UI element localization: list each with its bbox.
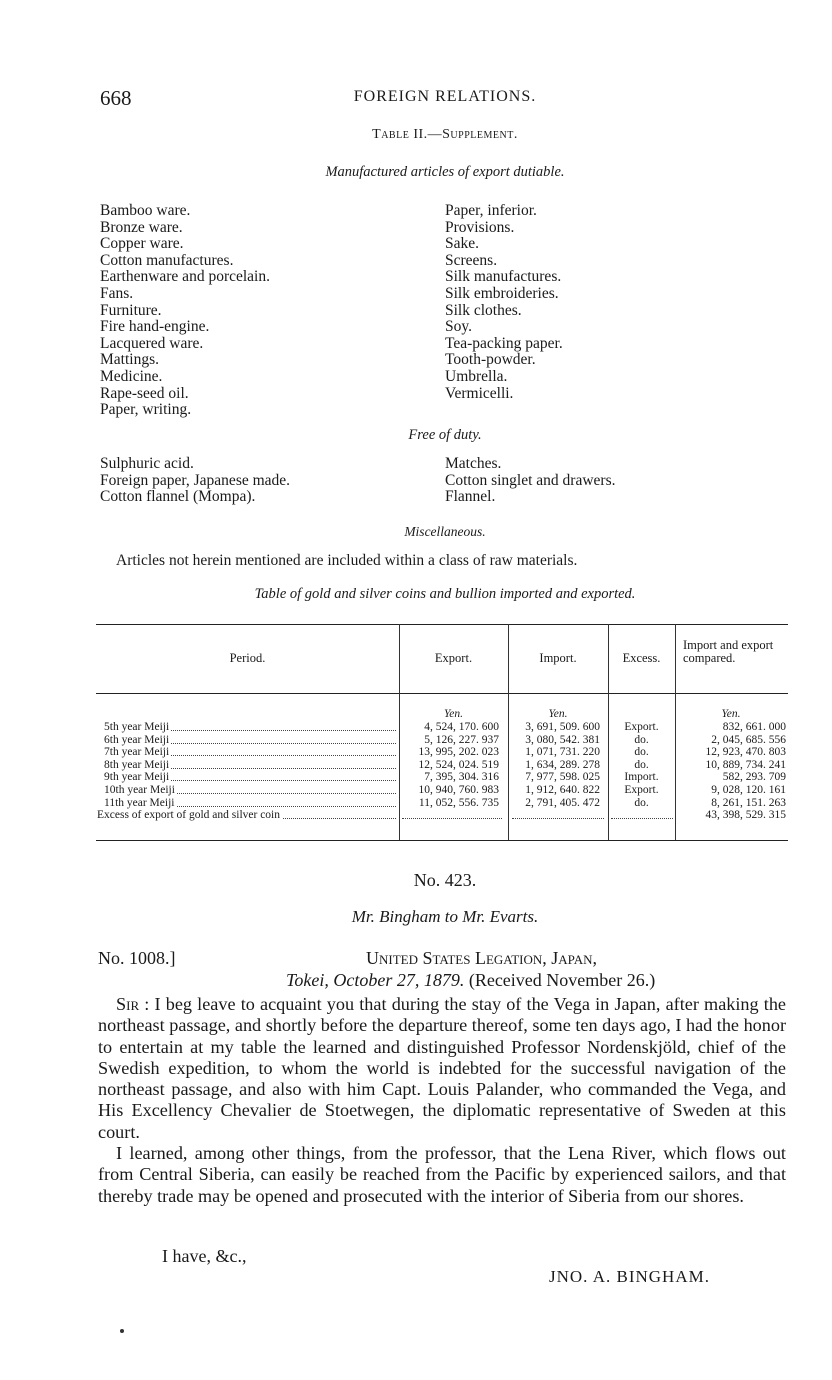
unit-compared: Yen. xyxy=(721,708,741,720)
cell-period xyxy=(104,797,396,810)
cell-compared: 8, 261, 151. 263 xyxy=(711,796,786,809)
section-title-free: Free of duty. xyxy=(408,427,482,443)
cell-compared: 582, 293. 709 xyxy=(722,771,786,784)
place-name: Tokei, xyxy=(286,970,329,990)
unit-export: Yen. xyxy=(443,708,464,720)
period-label: 11th year Meiji xyxy=(104,796,175,809)
cell-period xyxy=(104,746,396,759)
period-label: 7th year Meiji xyxy=(104,746,170,759)
header-period: Period. xyxy=(229,651,266,665)
period-label: 9th year Meiji xyxy=(104,771,170,784)
list-item: Medicine. xyxy=(100,367,163,385)
coin-table-title: Table of gold and silver coins and bullion imported and exported. xyxy=(254,586,636,602)
cell-period xyxy=(104,734,396,747)
list-item: Silk clothes. xyxy=(445,301,522,319)
cell-excess: Export. xyxy=(624,721,659,733)
list-item: Cotton singlet and drawers. xyxy=(445,471,616,489)
cell-compared: 43, 398, 529. 315 xyxy=(705,809,786,822)
legation-line: United States Legation, Japan, xyxy=(366,948,597,968)
period-label: 10th year Meiji xyxy=(104,784,175,796)
running-title: FOREIGN RELATIONS. xyxy=(353,88,537,105)
cell-period xyxy=(97,809,396,822)
cell-import: 3, 080, 542. 381 xyxy=(525,733,600,746)
date-line xyxy=(286,970,655,991)
list-item: Provisions. xyxy=(445,218,515,236)
period-label: 8th year Meiji xyxy=(104,758,170,771)
list-item: Vermicelli. xyxy=(445,384,514,402)
list-item: Mattings. xyxy=(100,351,159,369)
cell-excess: Import. xyxy=(624,771,659,784)
running-header xyxy=(100,86,790,108)
table-rule xyxy=(96,624,788,625)
cell-import: 1, 071, 731. 220 xyxy=(525,746,600,759)
paragraph: I learned, among other things, from the professor, that the Lena River, which flows out from Central Siberia, can easily be reached from the Pacific by experienced sailors, and that thereby trade may be opened and prosecuted with the interior of Siberia from our shores. xyxy=(98,1143,786,1206)
cell-compared: 9, 028, 120. 161 xyxy=(711,784,786,796)
list-item: Rape-seed oil. xyxy=(100,384,189,402)
free-left-list xyxy=(100,456,290,506)
leader-dots xyxy=(611,818,673,819)
list-item: Sake. xyxy=(445,235,480,253)
list-item: Screens. xyxy=(445,251,498,269)
cell-excess: Export. xyxy=(624,784,659,796)
list-item: Foreign paper, Japanese made. xyxy=(100,471,291,489)
coin-table xyxy=(96,624,788,844)
list-item: Earthenware and porcelain. xyxy=(100,268,270,286)
ink-mark xyxy=(120,1329,124,1333)
list-item: Cotton flannel (Mompa). xyxy=(100,488,256,506)
list-item: Cotton manufactures. xyxy=(100,251,234,269)
dispatch-number: No. 1008.] xyxy=(98,948,176,968)
letter-title: Mr. Bingham to Mr. Evarts. xyxy=(351,907,539,926)
header-import: Import. xyxy=(539,651,577,665)
cell-export: 11, 052, 556. 735 xyxy=(418,796,499,809)
cell-excess: do. xyxy=(634,796,649,809)
cell-export: 13, 995, 202. 023 xyxy=(418,746,499,759)
list-item: Matches. xyxy=(445,455,502,472)
signature: JNO. A. BINGHAM. xyxy=(549,1267,710,1286)
list-item: Silk manufactures. xyxy=(445,268,562,286)
period-label: 6th year Meiji xyxy=(104,733,170,746)
list-item: Furniture. xyxy=(100,301,162,319)
cell-excess: do. xyxy=(634,733,649,746)
list-item: Umbrella. xyxy=(445,367,508,385)
list-item: Bamboo ware. xyxy=(100,202,191,219)
dutiable-left-list xyxy=(100,203,270,419)
list-item: Fire hand-engine. xyxy=(100,318,210,336)
table-rule xyxy=(96,693,788,694)
free-right-list xyxy=(445,456,615,506)
unit-import: Yen. xyxy=(548,708,568,720)
list-item: Copper ware. xyxy=(100,235,184,253)
list-item: Lacquered ware. xyxy=(100,334,204,352)
list-item: Tooth-powder. xyxy=(445,351,536,369)
cell-excess: do. xyxy=(634,746,649,759)
table-title: Table II.—Supplement. xyxy=(372,127,518,142)
paragraph xyxy=(98,994,786,1143)
header-excess: Excess. xyxy=(622,651,661,665)
page-number: 668 xyxy=(100,86,132,110)
cell-export: 5, 126, 227. 937 xyxy=(424,733,499,746)
leader-dots xyxy=(512,818,604,819)
list-item: Soy. xyxy=(445,318,472,336)
list-item: Flannel. xyxy=(445,488,496,506)
cell-export: 4, 524, 170. 600 xyxy=(424,721,499,733)
letter-date-month: October 27, 1879. xyxy=(333,970,465,990)
received-note: (Received November 26.) xyxy=(468,970,656,990)
cell-period xyxy=(104,721,396,734)
dutiable-right-list xyxy=(445,203,563,402)
list-item: Tea-packing paper. xyxy=(445,334,563,352)
document-number: No. 423. xyxy=(413,870,477,890)
list-item: Paper, writing. xyxy=(100,401,192,419)
table-rule xyxy=(96,840,788,841)
letter-body xyxy=(98,994,786,1207)
cell-export: 12, 524, 024. 519 xyxy=(418,758,499,771)
section-title-misc: Miscellaneous. xyxy=(404,524,486,539)
list-item: Sulphuric acid. xyxy=(100,455,194,472)
cell-import: 3, 691, 509. 600 xyxy=(525,721,600,733)
cell-import: 1, 912, 640. 822 xyxy=(525,784,600,796)
header-compared: Import and export compared. xyxy=(683,638,774,665)
header-export: Export. xyxy=(434,651,473,665)
list-item: Bronze ware. xyxy=(100,218,183,236)
period-label: Excess of export of gold and silver coin xyxy=(97,809,280,822)
cell-import: 1, 634, 289. 278 xyxy=(525,758,600,771)
misc-text: Articles not herein mentioned are included within a class of raw materials. xyxy=(116,552,578,569)
cell-export: 10, 940, 760. 983 xyxy=(418,784,499,796)
cell-period xyxy=(104,759,396,772)
closing: I have, &c., xyxy=(162,1246,247,1266)
list-item: Silk embroideries. xyxy=(445,284,559,302)
cell-excess: do. xyxy=(634,758,649,771)
cell-compared: 12, 923, 470. 803 xyxy=(705,746,786,759)
list-item: Fans. xyxy=(100,284,134,302)
cell-import: 7, 977, 598. 025 xyxy=(525,771,600,784)
cell-import: 2, 791, 405. 472 xyxy=(525,796,600,809)
section-title-dutiable: Manufactured articles of export dutiable. xyxy=(325,164,565,180)
cell-export: 7, 395, 304. 316 xyxy=(424,771,499,784)
leader-dots xyxy=(402,818,502,819)
cell-period xyxy=(104,784,396,797)
cell-compared: 10, 889, 734. 241 xyxy=(705,758,786,771)
cell-period xyxy=(104,771,396,784)
cell-compared: 2, 045, 685. 556 xyxy=(711,733,786,746)
paragraph-text: I beg leave to acquaint you that during the stay of the Vega in Japan, after making the northeast passage, and shortly before the departure thereof, some ten days ago, I had the honor to entertain at my table the learned and distinguished Professor Nordenskjöld, chief of the Swedish expedition, to whom the world is indebted for the successful navigation of the northeast passage, and also with him Capt. Louis Palander, who commanded the Vega, and His Excellency Chevalier de Stoetwegen, the diplomatic representative of Sweden at this court. xyxy=(98,994,786,1142)
list-item: Paper, inferior. xyxy=(445,202,537,219)
salutation: Sir : xyxy=(116,994,150,1014)
cell-compared: 832, 661. 000 xyxy=(722,721,786,733)
period-label: 5th year Meiji xyxy=(104,721,170,733)
